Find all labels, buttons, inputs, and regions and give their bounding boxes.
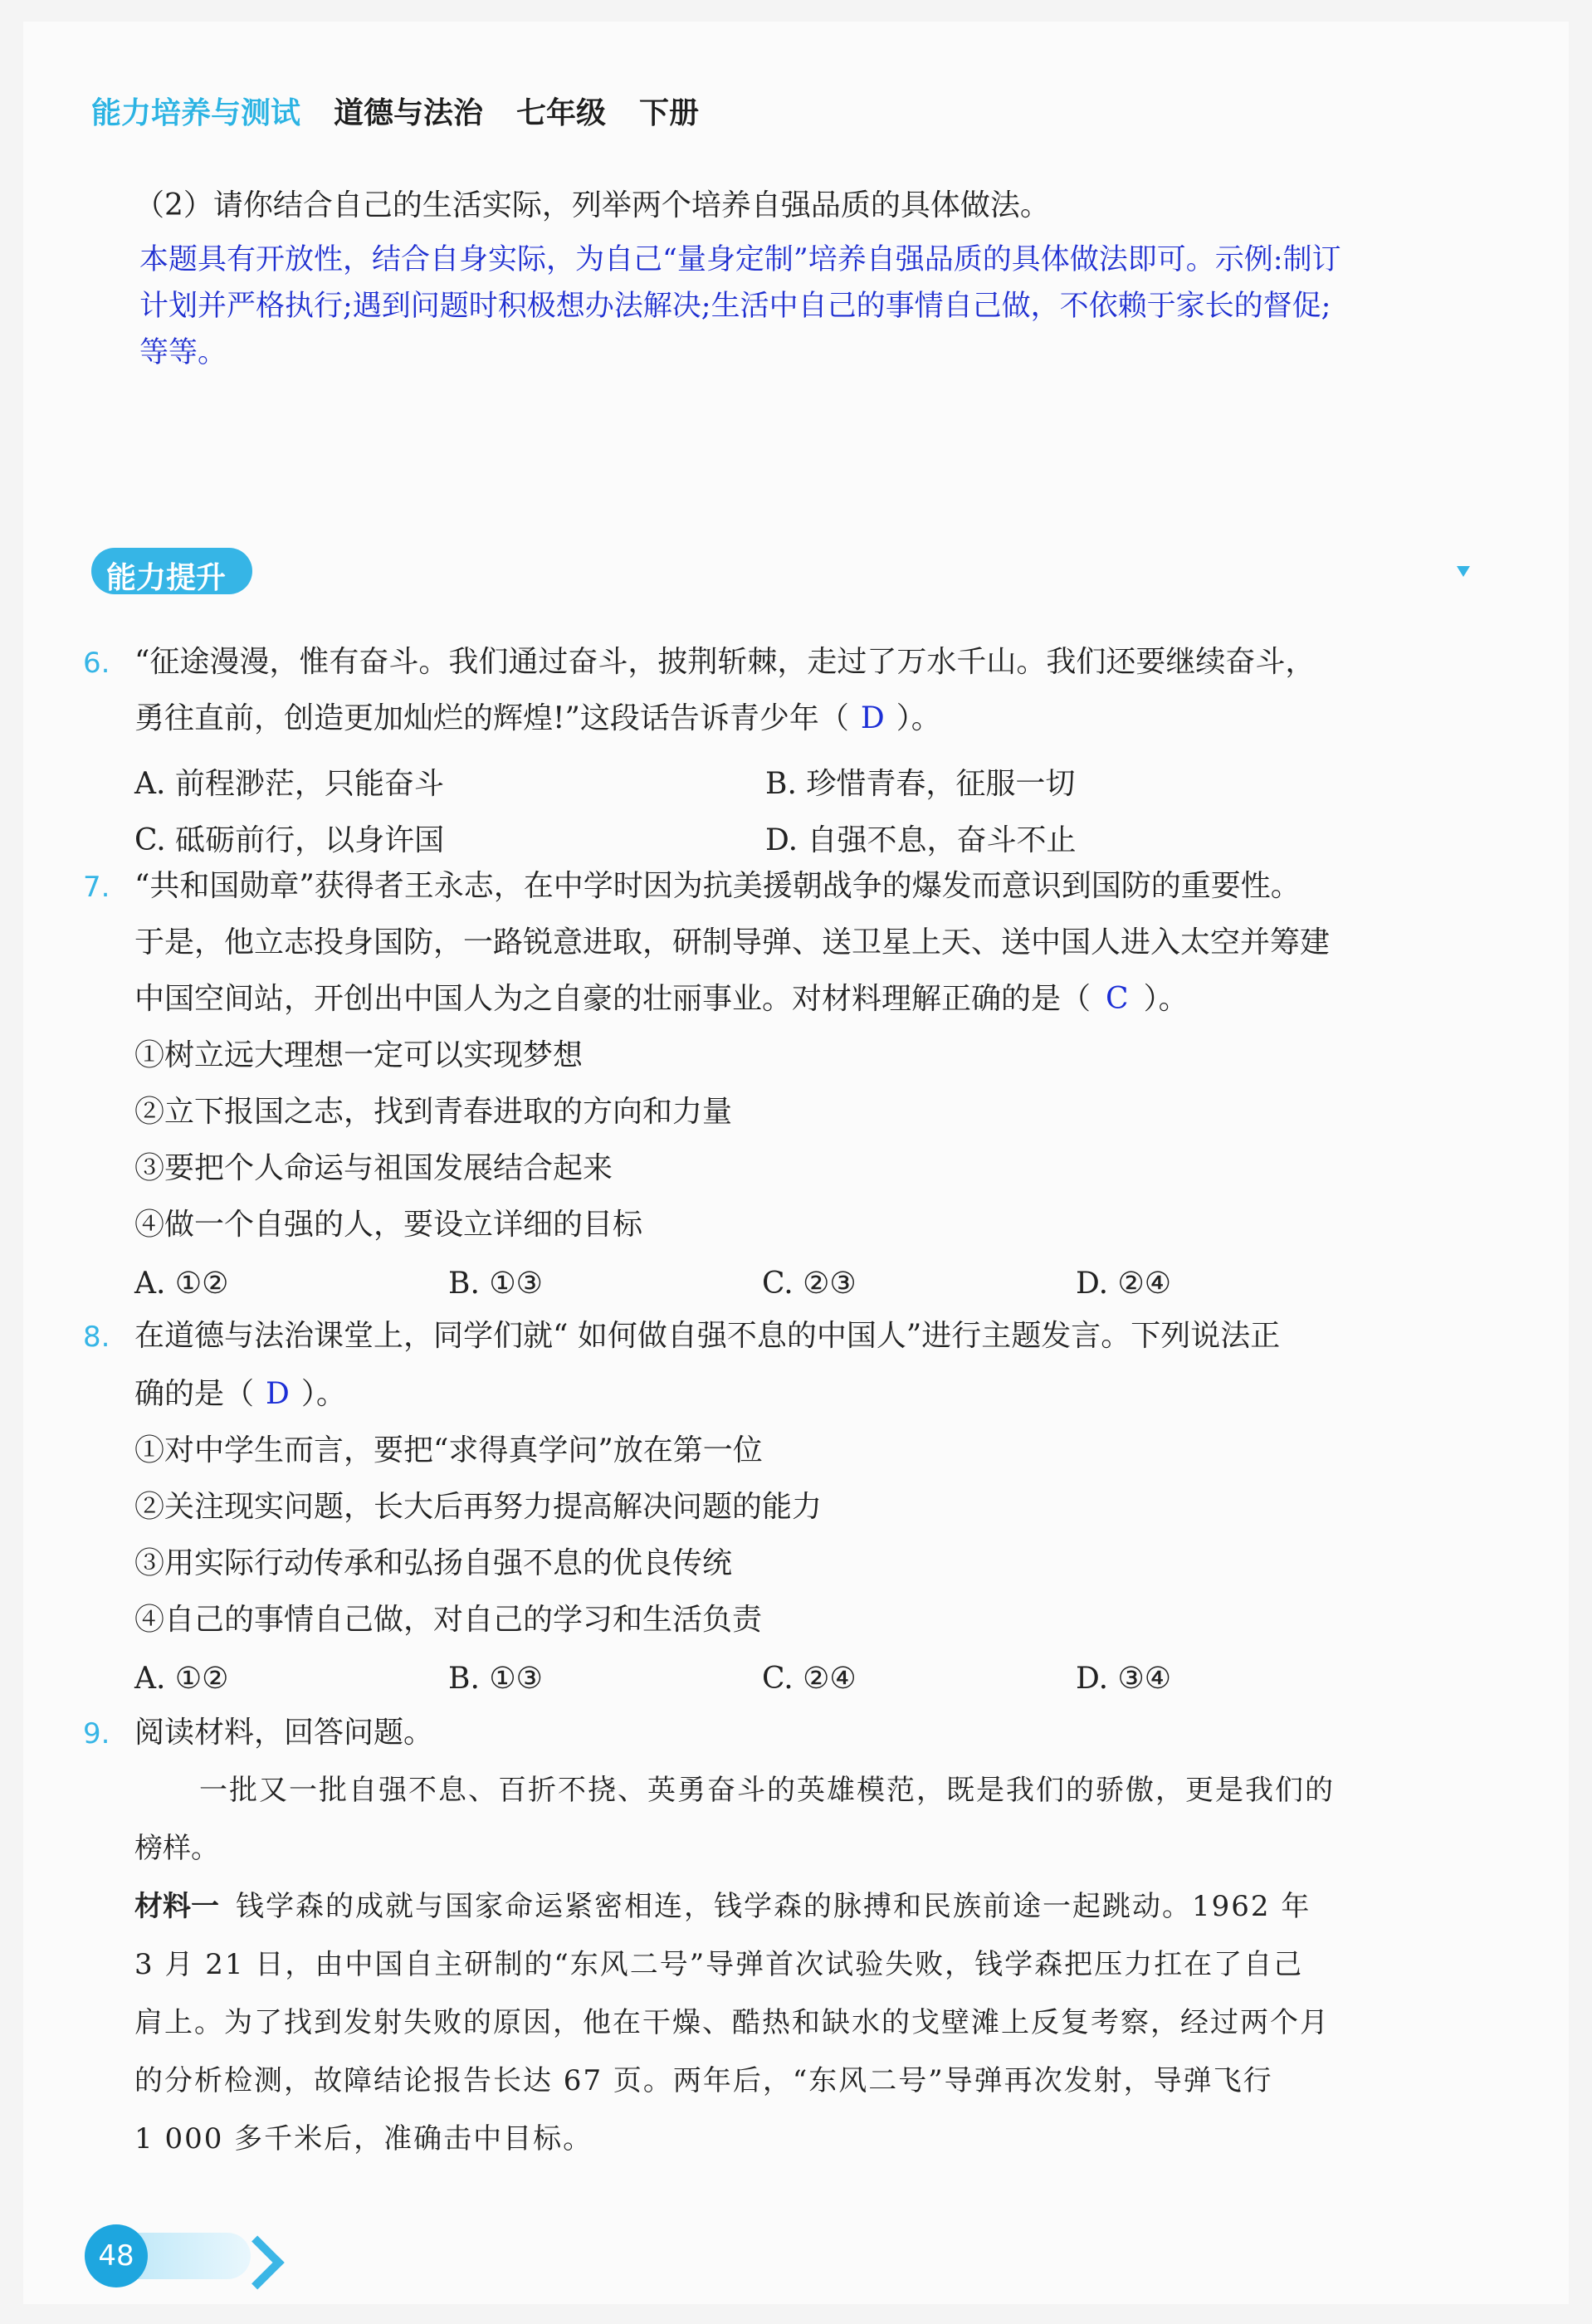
question-number: 7. — [83, 871, 110, 904]
volume-label: 下册 — [639, 96, 700, 130]
answer-line-1: 本题具有开放性，结合自身实际，为自己“量身定制”培养自强品质的具体做法即可。示例:制订 — [139, 243, 1341, 276]
section-title: 能力提升 — [106, 561, 227, 595]
q7-line-3 — [134, 984, 1189, 1014]
subject-title: 道德与法治 — [334, 96, 484, 130]
q6-option-a: A. 前程渺茫，只能奋斗 — [134, 767, 444, 801]
answer-line-3: 等等。 — [139, 336, 227, 369]
question-2-text: （2）请你结合自己的生活实际，列举两个培养自强品质的具体做法。 — [134, 188, 1050, 222]
answer-line-2: 计划并严格执行;遇到问题时积极想办法解决;生活中自己的事情自己做，不依赖于家长的督促; — [139, 290, 1331, 323]
grade-label: 七年级 — [516, 96, 607, 130]
q6-option-c: C. 砥砺前行，以身许国 — [134, 823, 445, 857]
q9-material-1-line-1 — [134, 1892, 1311, 1921]
page-header — [91, 90, 699, 132]
q7-option-b: B. ①③ — [448, 1267, 543, 1301]
q6-option-b: B. 珍惜青春，征服一切 — [765, 767, 1076, 801]
material-label: 材料一 — [134, 1890, 219, 1923]
q6-line-1: “征途漫漫，惟有奋斗。我们通过奋斗，披荆斩棘，走过了万水千山。我们还要继续奋斗， — [134, 645, 1316, 679]
q6-line-2 — [134, 701, 941, 735]
question-number: 8. — [83, 1321, 110, 1354]
q8-answer: D — [266, 1377, 290, 1411]
q8-item-4: ④自己的事情自己做，对自己的学习和生活负责 — [134, 1603, 763, 1637]
q7-line-3-text: 中国空间站，开创出中国人为之自豪的壮丽事业。对材料理解正确的是（ — [134, 982, 1091, 1016]
q8-item-2: ②关注现实问题，长大后再努力提高解决问题的能力 — [134, 1490, 823, 1524]
question-number: 6. — [83, 647, 110, 680]
q9-material-1-line-5: 1 000 多千米后，准确击中目标。 — [134, 2122, 593, 2156]
q6-line-2-end: ）。 — [896, 701, 941, 735]
q9-intro-2: 榜样。 — [134, 1832, 219, 1865]
q9-material-1-line-4: 的分析检测，故障结论报告长达 67 页。两年后，“东风二号”导弹再次发射，导弹飞行 — [134, 2064, 1273, 2097]
q9-line-1: 阅读材料，回答问题。 — [134, 1716, 434, 1750]
q8-item-1: ①对中学生而言，要把“求得真学问”放在第一位 — [134, 1433, 763, 1467]
q7-option-d: D. ②④ — [1076, 1267, 1172, 1301]
q7-answer: C — [1106, 982, 1129, 1016]
q9-material-1-line-2: 3 月 21 日，由中国自主研制的“东风二号”导弹首次试验失败，钱学森把压力扛在了自己 — [134, 1948, 1304, 1981]
q8-option-b: B. ①③ — [448, 1662, 543, 1696]
q7-line-3-end: ）。 — [1143, 982, 1189, 1016]
q8-item-3: ③用实际行动传承和弘扬自强不息的优良传统 — [134, 1546, 733, 1580]
q7-item-1: ①树立远大理想一定可以实现梦想 — [134, 1038, 584, 1072]
q7-item-3: ③要把个人命运与祖国发展结合起来 — [134, 1151, 613, 1185]
page-number: 48 — [98, 2239, 134, 2273]
question-number: 9. — [83, 1717, 110, 1750]
q8-line-2 — [134, 1379, 346, 1409]
series-title: 能力培养与测试 — [91, 96, 301, 130]
q7-item-4: ④做一个自强的人，要设立详细的目标 — [134, 1208, 643, 1242]
triangle-marker-icon — [1457, 566, 1470, 577]
q8-line-2-end: ）。 — [300, 1377, 346, 1411]
q7-line-1: “共和国勋章”获得者王永志，在中学时因为抗美援朝战争的爆发而意识到国防的重要性。 — [134, 869, 1301, 903]
page-number-badge — [85, 2224, 267, 2287]
material-text: 钱学森的成就与国家命运紧密相连，钱学森的脉搏和民族前途一起跳动。1962 年 — [236, 1890, 1311, 1923]
q6-line-2-text: 勇往直前，创造更加灿烂的辉煌!”这段话告诉青少年（ — [134, 701, 849, 735]
q9-material-1-line-3: 肩上。为了找到发射失败的原因，他在干燥、酷热和缺水的戈壁滩上反复考察，经过两个月 — [134, 2006, 1330, 2039]
q8-option-d: D. ③④ — [1076, 1662, 1172, 1696]
q7-option-c: C. ②③ — [762, 1267, 857, 1301]
q6-option-d: D. 自强不息，奋斗不止 — [765, 823, 1077, 857]
q8-line-2-text: 确的是（ — [134, 1377, 255, 1411]
q7-line-2: 于是，他立志投身国防，一路锐意进取，研制导弹、送卫星上天、送中国人进入太空并筹建 — [134, 925, 1331, 959]
q7-option-a: A. ①② — [134, 1267, 229, 1301]
q6-answer: D — [860, 701, 885, 735]
q9-intro-1: 一批又一批自强不息、百折不挠、英勇奋斗的英雄模范，既是我们的骄傲，更是我们的 — [199, 1774, 1335, 1807]
q8-line-1: 在道德与法治课堂上，同学们就“ 如何做自强不息的中国人”进行主题发言。下列说法正 — [134, 1319, 1281, 1353]
q8-option-c: C. ②④ — [762, 1662, 857, 1696]
q8-option-a: A. ①② — [134, 1662, 229, 1696]
q7-item-2: ②立下报国之志，找到青春进取的方向和力量 — [134, 1095, 733, 1129]
section-badge — [91, 548, 252, 594]
